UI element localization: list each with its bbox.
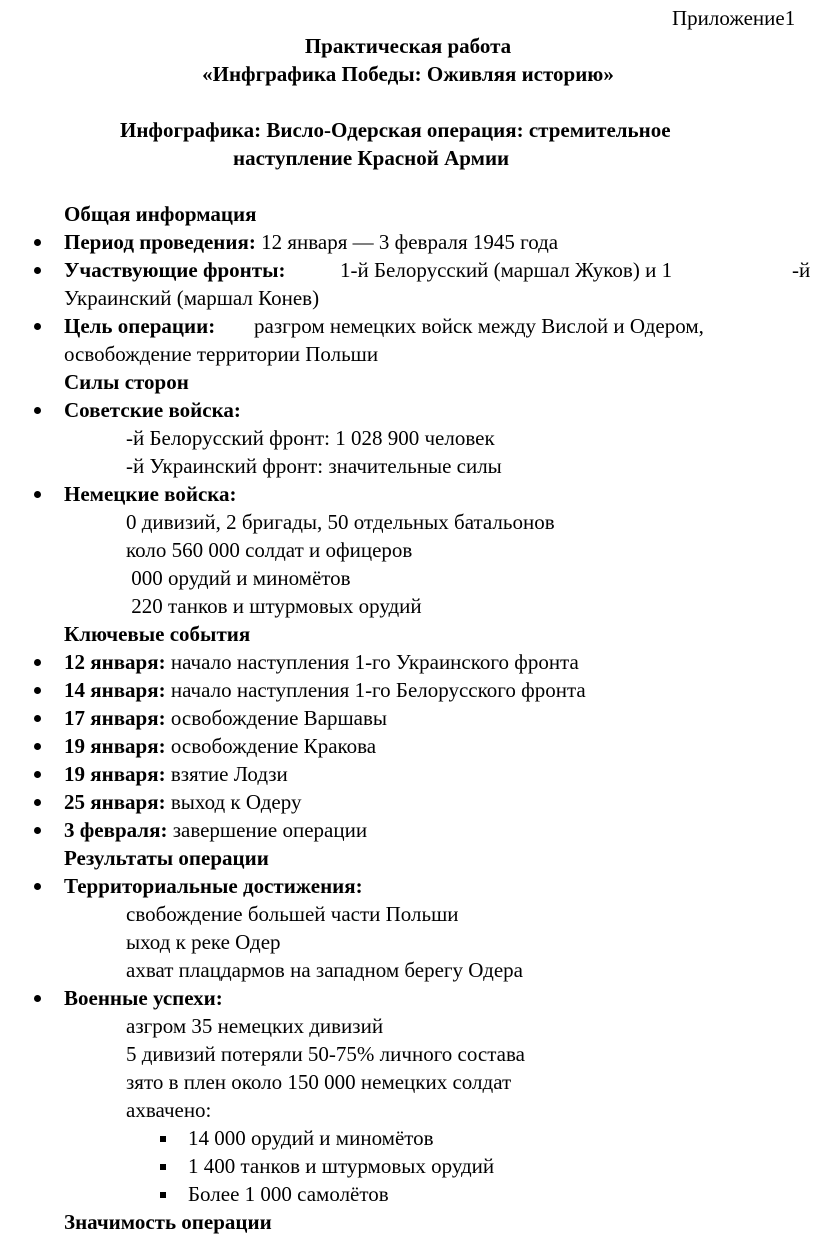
military-line: ахвачено:	[126, 1098, 212, 1122]
soviet-forces-label: Советские войска:	[64, 398, 241, 422]
list-item-fronts	[64, 256, 285, 284]
goal-label: Цель операции:	[64, 314, 216, 338]
event-date: 12 января:	[64, 650, 166, 674]
event-date: 19 января:	[64, 734, 166, 758]
event-text: завершение операции	[167, 818, 368, 842]
territorial-label: Территориальные достижения:	[64, 874, 363, 898]
event-item	[64, 816, 367, 844]
event-text: выход к Одеру	[165, 790, 302, 814]
military-line: зято в плен около 150 000 немецких солдат	[126, 1070, 512, 1094]
appendix-label: Приложение1	[672, 6, 796, 30]
event-date: 3 февраля:	[64, 818, 168, 842]
event-date: 25 января:	[64, 790, 166, 814]
section-heading-results: Результаты операции	[64, 846, 269, 870]
soviet-forces-line: -й Украинский фронт: значительные силы	[126, 454, 502, 478]
german-forces-label: Немецкие войска:	[64, 482, 237, 506]
event-item	[64, 788, 301, 816]
event-item	[64, 760, 288, 788]
list-item-period	[64, 228, 558, 256]
military-line: азгром 35 немецких дивизий	[126, 1014, 384, 1038]
period-value: 12 января — 3 февраля 1945 года	[255, 230, 559, 254]
section-heading-general: Общая информация	[64, 202, 257, 226]
captured-item: 1 400 танков и штурмовых орудий	[188, 1154, 495, 1178]
event-text: взятие Лодзи	[165, 762, 288, 786]
german-forces-line: 220 танков и штурмовых орудий	[126, 594, 422, 618]
event-date: 14 января:	[64, 678, 166, 702]
military-line: 5 дивизий потеряли 50-75% личного состава	[126, 1042, 525, 1066]
goal-value-cont: освобождение территории Польши	[64, 342, 379, 366]
event-item	[64, 732, 376, 760]
infographic-title-cont: наступление Красной Армии	[233, 146, 510, 170]
event-text: освобождение Кракова	[165, 734, 377, 758]
captured-item: Более 1 000 самолётов	[188, 1182, 389, 1206]
event-item	[64, 676, 586, 704]
event-text: освобождение Варшавы	[165, 706, 388, 730]
fronts-suffix: -й	[792, 258, 811, 282]
german-forces-line: 000 орудий и миномётов	[126, 566, 351, 590]
event-date: 17 января:	[64, 706, 166, 730]
fronts-value-cont: Украинский (маршал Конев)	[64, 286, 320, 310]
fronts-label: Участвующие фронты:	[64, 258, 286, 282]
section-heading-significance: Значимость операции	[64, 1210, 272, 1234]
german-forces-line: коло 560 000 солдат и офицеров	[126, 538, 413, 562]
fronts-value: 1-й Белорусский (маршал Жуков) и 1	[340, 258, 673, 282]
event-item	[64, 648, 579, 676]
document-title: Практическая работа	[304, 34, 512, 58]
infographic-title: Инфографика: Висло-Одерская операция: стремительное	[120, 118, 671, 142]
section-heading-forces: Силы сторон	[64, 370, 189, 394]
document-title-topic: «Инфграфика Победы: Оживляя историю»	[202, 62, 614, 86]
section-heading-events: Ключевые события	[64, 622, 251, 646]
territorial-line: ыход к реке Одер	[126, 930, 281, 954]
german-forces-line: 0 дивизий, 2 бригады, 50 отдельных батальонов	[126, 510, 555, 534]
soviet-forces-line: -й Белорусский фронт: 1 028 900 человек	[126, 426, 495, 450]
territorial-line: свобождение большей части Польши	[126, 902, 459, 926]
list-item-goal	[64, 312, 215, 340]
event-text: начало наступления 1-го Украинского фронта	[165, 650, 579, 674]
military-label: Военные успехи:	[64, 986, 223, 1010]
event-text: начало наступления 1-го Белорусского фронта	[165, 678, 586, 702]
goal-value: разгром немецких войск между Вислой и Одером,	[254, 314, 704, 338]
event-item	[64, 704, 387, 732]
territorial-line: ахват плацдармов на западном берегу Одера	[126, 958, 523, 982]
captured-item: 14 000 орудий и миномётов	[188, 1126, 434, 1150]
event-date: 19 января:	[64, 762, 166, 786]
period-label: Период проведения:	[64, 230, 256, 254]
